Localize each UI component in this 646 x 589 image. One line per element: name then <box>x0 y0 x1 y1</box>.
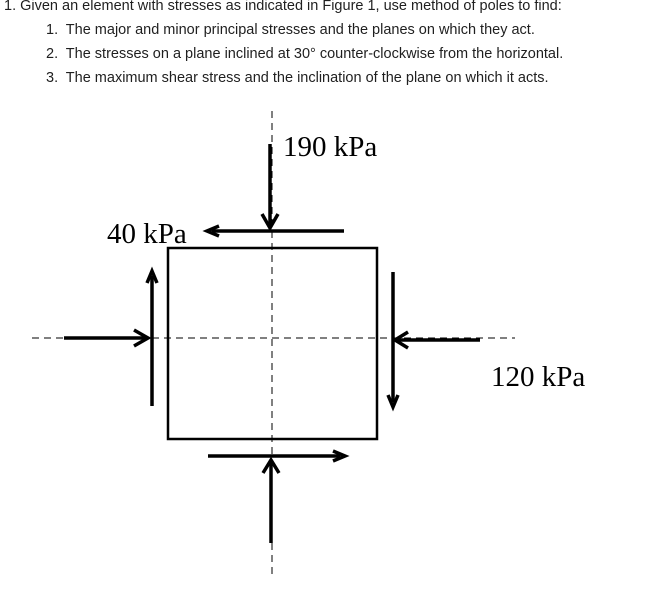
item-text: The maximum shear stress and the inclination of the plane on which it acts. <box>65 70 549 86</box>
vertical-stress-label: 190 kPa <box>283 131 378 163</box>
item-number: 3. <box>46 70 59 86</box>
question-main: 1. Given an element with stresses as indicated in Figure 1, use method of poles to find: <box>4 0 562 14</box>
item-number: 2. <box>46 46 59 62</box>
top-normal-stress-arrow <box>262 144 278 228</box>
item-number: 1. <box>46 22 59 38</box>
left-normal-stress-arrow <box>64 330 148 346</box>
bottom-normal-stress-arrow <box>263 460 279 543</box>
item-text: The major and minor principal stresses and the planes on which they act. <box>65 22 535 38</box>
bottom-shear-arrow <box>208 451 345 461</box>
item-text: The stresses on a plane inclined at 30° counter-clockwise from the horizontal. <box>65 46 564 62</box>
right-normal-stress-arrow <box>395 332 480 348</box>
shear-stress-label: 40 kPa <box>107 218 187 250</box>
horizontal-stress-label: 120 kPa <box>491 361 586 393</box>
top-shear-arrow <box>207 226 344 236</box>
